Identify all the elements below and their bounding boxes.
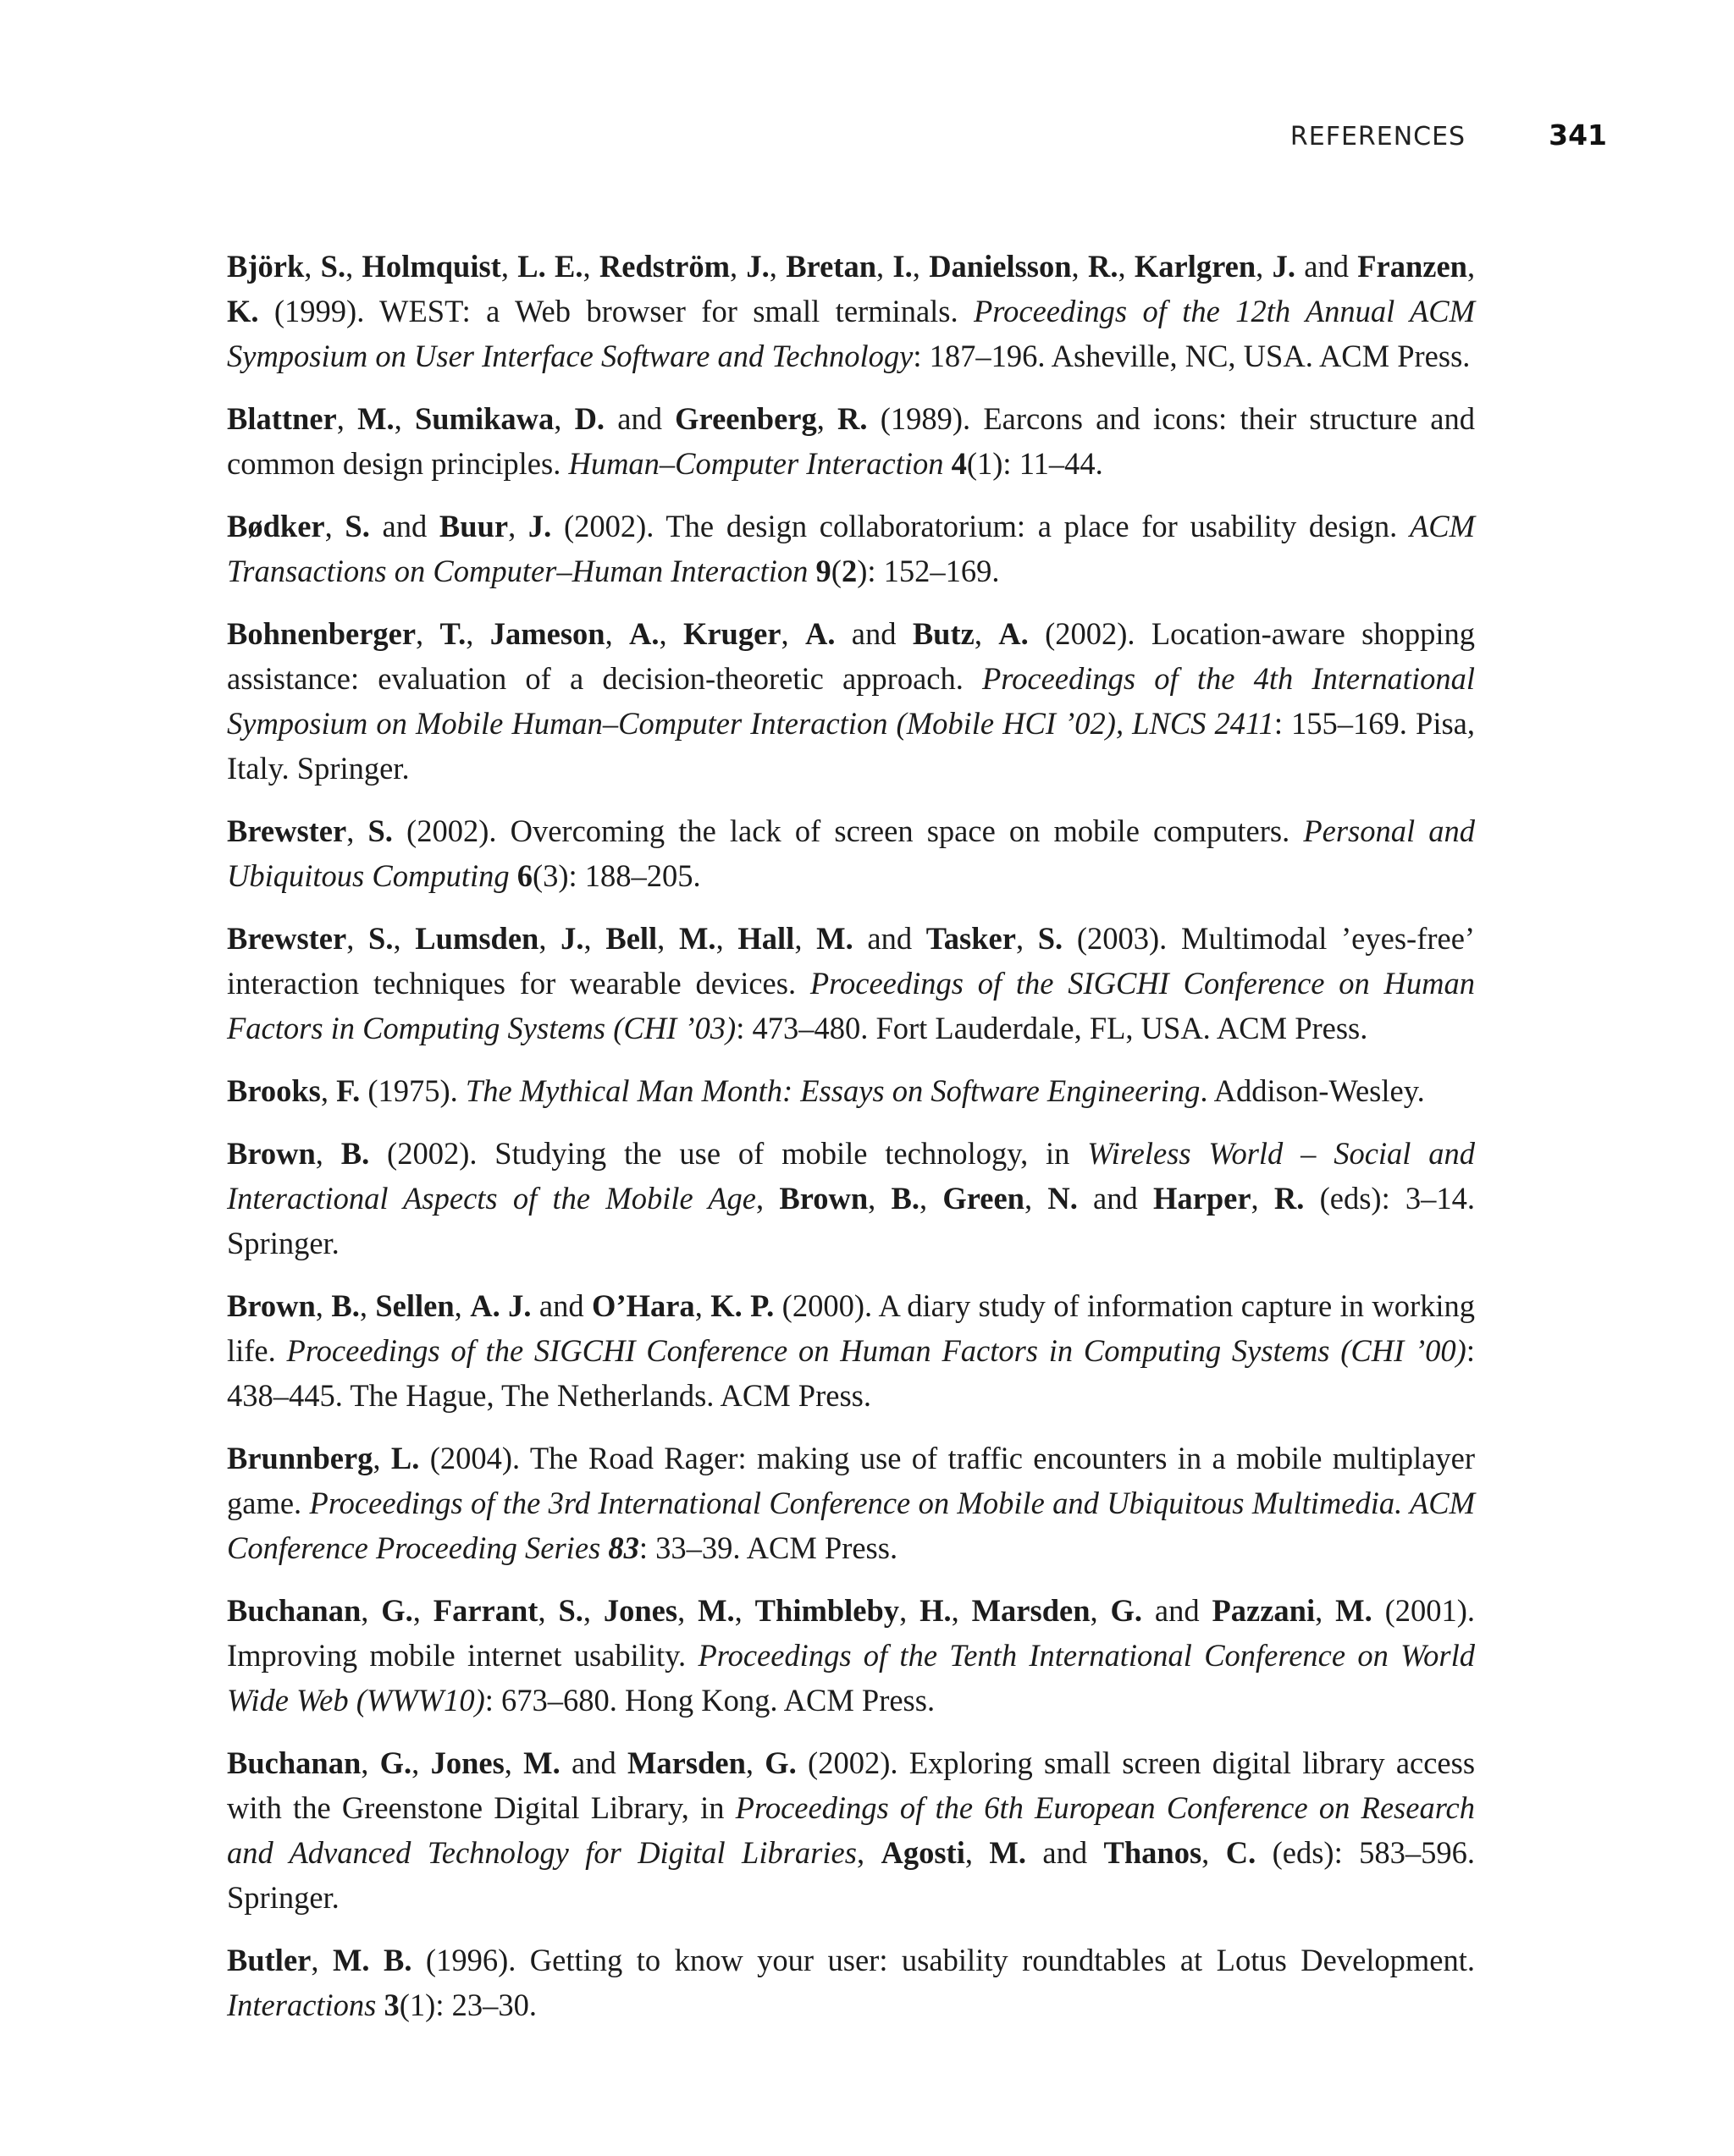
reference-author-text: Buchanan (227, 1593, 362, 1628)
reference-author-text: M. (523, 1745, 561, 1780)
reference-text: , (1251, 1181, 1274, 1216)
reference-author-text: Butler (227, 1943, 312, 1977)
running-title: REFERENCES (1289, 122, 1466, 152)
reference-text: , (1118, 249, 1135, 284)
reference-text: , (1090, 1593, 1111, 1628)
reference-author-text: Franzen (1357, 249, 1467, 284)
reference-text: (2000). A diary study of information capture in working life. (227, 1288, 1476, 1368)
reference-author-text: B. (331, 1288, 360, 1323)
reference-text: , (729, 249, 747, 284)
reference-text: , (876, 249, 893, 284)
reference-author-text: Brown (227, 1288, 316, 1323)
reference-text: , (320, 1073, 337, 1108)
reference-author-text: F. (336, 1073, 361, 1108)
reference-text: : 155–169. Pisa, Italy. Springer. (227, 706, 1475, 786)
reference-text: and (560, 1745, 627, 1780)
reference-entry (227, 1283, 1475, 1418)
reference-text: , (1071, 249, 1088, 284)
reference-author-text: A. (804, 616, 836, 651)
reference-text: : 438–445. The Hague, The Netherlands. ACM Press. (227, 1333, 1475, 1413)
reference-author-text: Jameson (489, 616, 605, 651)
reference-text: , (919, 1181, 943, 1216)
reference-text: (1999). WEST: a Web browser for small terminals. (258, 294, 974, 328)
reference-text: , (912, 249, 930, 284)
reference-author-text: A. (998, 616, 1029, 651)
reference-text: and (1077, 1181, 1153, 1216)
reference-text: and (605, 401, 676, 436)
reference-author-text: C. (1225, 1835, 1256, 1870)
reference-author-text: 9 (815, 554, 831, 588)
reference-author-text: Holmquist (362, 249, 501, 284)
reference-text: , (359, 1288, 376, 1323)
reference-source-title: Proceedings of the 6th European Conference on Research and Advanced Technology for Digital Libraries (227, 1790, 1475, 1870)
reference-text: and (853, 921, 926, 956)
reference-text: , (554, 401, 575, 436)
reference-text: and (369, 509, 439, 543)
reference-author-text: Lumsden (415, 921, 539, 956)
reference-list (227, 244, 1475, 2045)
reference-text: ): 152–169. (857, 554, 1000, 588)
reference-text: : 187–196. Asheville, NC, USA. ACM Press. (913, 339, 1471, 373)
reference-author-text: L. (390, 1441, 420, 1475)
reference-entry (227, 611, 1475, 791)
reference-author-text: B. (340, 1136, 370, 1171)
reference-author-text: R. (1273, 1181, 1305, 1216)
reference-text: , (745, 1745, 765, 1780)
reference-author-text: M. (357, 401, 395, 436)
reference-entry (227, 1131, 1475, 1265)
reference-text: , (411, 1745, 431, 1780)
reference-text: (1996). Getting to know your user: usability roundtables at Lotus Development. (411, 1943, 1476, 1977)
reference-text: , (394, 401, 415, 436)
reference-author-text: S. (1037, 921, 1063, 956)
reference-author-text: G. (381, 1593, 413, 1628)
reference-text: , (454, 1288, 471, 1323)
reference-text: (2001). Improving mobile internet usability. (227, 1593, 1476, 1673)
reference-text: (2002). The design collaboratorium: a place for usability design. (551, 509, 1410, 543)
reference-text: , (583, 1593, 604, 1628)
reference-text: , (781, 616, 805, 651)
reference-text (808, 554, 815, 588)
reference-author-text: Harper (1152, 1181, 1251, 1216)
reference-entry (227, 808, 1475, 898)
reference-author-text: Brunnberg (227, 1441, 373, 1475)
reference-author-text: Brooks (227, 1073, 321, 1108)
reference-text: (eds): 583–596. Springer. (227, 1835, 1476, 1915)
reference-text: , (412, 1593, 434, 1628)
reference-author-text: S. (345, 509, 370, 543)
reference-author-text: 3 (384, 1988, 400, 2022)
running-head (1290, 119, 1607, 152)
reference-author-text: H. (919, 1593, 952, 1628)
reference-author-text: Butz (912, 616, 975, 651)
reference-author-text: B. (891, 1181, 919, 1216)
reference-text: , (304, 249, 321, 284)
reference-text: , (657, 921, 679, 956)
reference-author-text: R. (837, 401, 868, 436)
reference-text: , (466, 616, 490, 651)
reference-author-text: Hall (737, 921, 795, 956)
reference-entry (227, 504, 1475, 593)
reference-source-title: Interactions (227, 1988, 377, 2022)
reference-text: and (1295, 249, 1358, 284)
reference-text: , (500, 249, 518, 284)
reference-text: , (794, 921, 817, 956)
reference-text: , (1015, 921, 1038, 956)
reference-author-text: Brown (227, 1136, 316, 1171)
reference-author-text: S. (320, 249, 346, 284)
reference-text: , (508, 509, 528, 543)
reference-text: (1975). (360, 1073, 466, 1108)
reference-author-text: Björk (227, 249, 305, 284)
reference-author-text: M. (1335, 1593, 1372, 1628)
reference-author-text: 2 (841, 554, 858, 588)
reference-author-text: Brewster (227, 921, 347, 956)
reference-author-text: L. E. (517, 249, 583, 284)
reference-author-text: M. B. (332, 1943, 412, 1977)
reference-author-text: Buchanan (227, 1745, 362, 1780)
reference-entry (227, 1068, 1475, 1113)
reference-author-text: R. (1087, 249, 1118, 284)
reference-author-text: I. (892, 249, 913, 284)
reference-text (510, 858, 517, 893)
reference-author-text: O’Hara (592, 1288, 695, 1323)
reference-source-title: Proceedings of the 4th International Symposium on Mobile Human–Computer Interaction (Mobile HCI ’02), LNCS 2411 (227, 661, 1475, 741)
reference-text: , (311, 1943, 333, 1977)
reference-author-text: Jones (603, 1593, 678, 1628)
reference-text: ( (831, 554, 842, 588)
reference-author-text: Brown (779, 1181, 869, 1216)
reference-text: (2004). The Road Rager: making use of traffic encounters in a mobile multiplayer game. (227, 1441, 1475, 1520)
reference-text: and (531, 1288, 593, 1323)
reference-text: , (1024, 1181, 1048, 1216)
page-number: 341 (1549, 119, 1607, 152)
reference-author-text: S. (368, 921, 394, 956)
reference-text: , (416, 616, 440, 651)
reference-entry (227, 1588, 1475, 1723)
reference-text: (2002). Exploring small screen digital library access with the Greenstone Digital Library, in (227, 1745, 1476, 1825)
reference-source-title: Wireless World – Social and Interactional Aspects of the Mobile Age (227, 1136, 1475, 1216)
reference-author-text: Brewster (227, 813, 347, 848)
reference-text: , (951, 1593, 972, 1628)
reference-entry (227, 396, 1475, 486)
reference-text: , (868, 1181, 892, 1216)
reference-text: : 473–480. Fort Lauderdale, FL, USA. ACM Press. (736, 1011, 1368, 1045)
reference-text: , (1201, 1835, 1226, 1870)
reference-author-text: M. (698, 1593, 735, 1628)
reference-text: (2002). Overcoming the lack of screen space on mobile computers. (392, 813, 1304, 848)
reference-text: , (583, 249, 599, 284)
reference-text: (2002). Studying the use of mobile technology, in (369, 1136, 1088, 1171)
reference-author-text: Sumikawa (414, 401, 555, 436)
reference-text: : 673–680. Hong Kong. ACM Press. (484, 1683, 936, 1718)
reference-author-text: G. (379, 1745, 412, 1780)
reference-author-text: Bohnenberger (227, 616, 417, 651)
reference-author-text: Danielsson (929, 249, 1072, 284)
reference-author-text: J. (746, 249, 770, 284)
reference-text: , (769, 249, 787, 284)
reference-author-text: Thimbleby (754, 1593, 900, 1628)
reference-author-text: Bretan (786, 249, 876, 284)
reference-author-text: Bell (605, 921, 658, 956)
reference-author-text: T. (439, 616, 467, 651)
reference-text: , (755, 1181, 780, 1216)
reference-text: , (315, 1288, 332, 1323)
reference-source-title: The Mythical Man Month: Essays on Software Engineering (465, 1073, 1201, 1108)
reference-source-title: Proceedings of the 12th Annual ACM Symposium on User Interface Software and Technology (227, 294, 1475, 373)
reference-text: , (659, 616, 683, 651)
reference-text: , (346, 813, 368, 848)
reference-text: (1989). Earcons and icons: their structure and common design principles. (227, 401, 1475, 481)
reference-text: (2002). Location-aware shopping assistance: evaluation of a decision-theoretic approach. (227, 616, 1476, 696)
reference-text: (1): 11–44. (966, 446, 1103, 481)
reference-text: , (816, 401, 838, 436)
reference-text: , (964, 1835, 990, 1870)
reference-source-title: Proceedings of the SIGCHI Conference on Human Factors in Computing Systems (CHI ’03) (227, 966, 1475, 1045)
reference-author-text: Jones (430, 1745, 505, 1780)
reference-author-text: D. (574, 401, 605, 436)
reference-text: , (315, 1136, 341, 1171)
reference-author-text: G. (765, 1745, 797, 1780)
reference-author-text: J. (527, 509, 552, 543)
reference-author-text: Marsden (627, 1745, 746, 1780)
reference-author-text: M. (678, 921, 716, 956)
reference-author-text: Green (942, 1181, 1024, 1216)
reference-author-text: Karlgren (1134, 249, 1256, 284)
reference-source-title: Proceedings of the SIGCHI Conference on Human Factors in Computing Systems (CHI ’00) (286, 1333, 1466, 1368)
reference-author-text: Redström (599, 249, 730, 284)
reference-author-text: J. (1272, 249, 1295, 284)
reference-source-title: Personal and Ubiquitous Computing (227, 813, 1476, 893)
reference-text: , (538, 921, 561, 956)
reference-text: , (734, 1593, 755, 1628)
reference-text: , (538, 1593, 559, 1628)
reference-text: , (605, 616, 630, 651)
reference-author-text: Tasker (925, 921, 1016, 956)
reference-text: (eds): 3–14. Springer. (227, 1181, 1476, 1260)
reference-text: , (373, 1441, 391, 1475)
reference-entry (227, 916, 1475, 1050)
reference-author-text: A. J. (470, 1288, 532, 1323)
reference-author-text: J. (561, 921, 584, 956)
reference-source-title: Proceedings of the 3rd International Conference on Mobile and Ubiquitous Multimedia. ACM Conference Proceeding Series (227, 1486, 1475, 1565)
reference-text: , (974, 616, 999, 651)
reference-text: , (583, 921, 606, 956)
reference-author-text: M. (816, 921, 853, 956)
reference-author-text: S. (367, 813, 393, 848)
reference-text: , (899, 1593, 920, 1628)
reference-author-text: 6 (516, 858, 533, 893)
reference-author-text: Blattner (227, 401, 337, 436)
reference-source-title: Proceedings of the Tenth International Conference on World Wide Web (WWW10) (227, 1638, 1475, 1718)
reference-text: , (393, 921, 416, 956)
reference-text: , (324, 509, 345, 543)
reference-text: . Addison-Wesley. (1200, 1073, 1425, 1108)
reference-text: , (361, 1593, 382, 1628)
reference-text: : 33–39. ACM Press. (638, 1530, 898, 1565)
reference-text: , (346, 921, 369, 956)
reference-text: (3): 188–205. (532, 858, 701, 893)
reference-author-text: Greenberg (675, 401, 817, 436)
reference-text (376, 1988, 384, 2022)
reference-author-text: Bødker (227, 509, 325, 543)
reference-author-text: Thanos (1103, 1835, 1202, 1870)
reference-text: , (1466, 249, 1476, 284)
reference-author-text: M. (989, 1835, 1026, 1870)
reference-entry (227, 1938, 1475, 2027)
reference-author-text: N. (1047, 1181, 1078, 1216)
reference-text: , (1315, 1593, 1336, 1628)
reference-text: , (715, 921, 738, 956)
reference-author-text: Kruger (682, 616, 781, 651)
reference-text (944, 446, 952, 481)
reference-text: , (361, 1745, 380, 1780)
reference-text: (2003). Multimodal ’eyes-free’ interaction techniques for wearable devices. (227, 921, 1476, 1001)
reference-author-text: K. (227, 294, 259, 328)
reference-author-text: 4 (951, 446, 967, 481)
reference-author-text: Farrant (433, 1593, 538, 1628)
reference-author-text: Buur (439, 509, 509, 543)
reference-text: , (1256, 249, 1273, 284)
reference-entry (227, 244, 1475, 378)
reference-entry (227, 1740, 1475, 1920)
reference-text: and (1142, 1593, 1212, 1628)
reference-text: , (856, 1835, 881, 1870)
reference-text: , (677, 1593, 699, 1628)
reference-author-text: A. (629, 616, 660, 651)
reference-text: , (336, 401, 358, 436)
reference-author-text: S. (558, 1593, 583, 1628)
reference-text: and (835, 616, 913, 651)
reference-text: , (694, 1288, 711, 1323)
reference-source-title: Human–Computer Interaction (568, 446, 944, 481)
reference-volume: 83 (608, 1530, 639, 1565)
reference-text: (1): 23–30. (399, 1988, 537, 2022)
reference-text: , (504, 1745, 524, 1780)
reference-text: , (345, 249, 362, 284)
reference-source-title: ACM Transactions on Computer–Human Interaction (227, 509, 1476, 588)
reference-author-text: K. P. (710, 1288, 775, 1323)
reference-author-text: Agosti (881, 1835, 965, 1870)
reference-entry (227, 1436, 1475, 1570)
reference-author-text: Sellen (375, 1288, 455, 1323)
reference-author-text: G. (1110, 1593, 1143, 1628)
reference-author-text: Marsden (971, 1593, 1091, 1628)
reference-author-text: Pazzani (1212, 1593, 1316, 1628)
reference-text: and (1025, 1835, 1104, 1870)
